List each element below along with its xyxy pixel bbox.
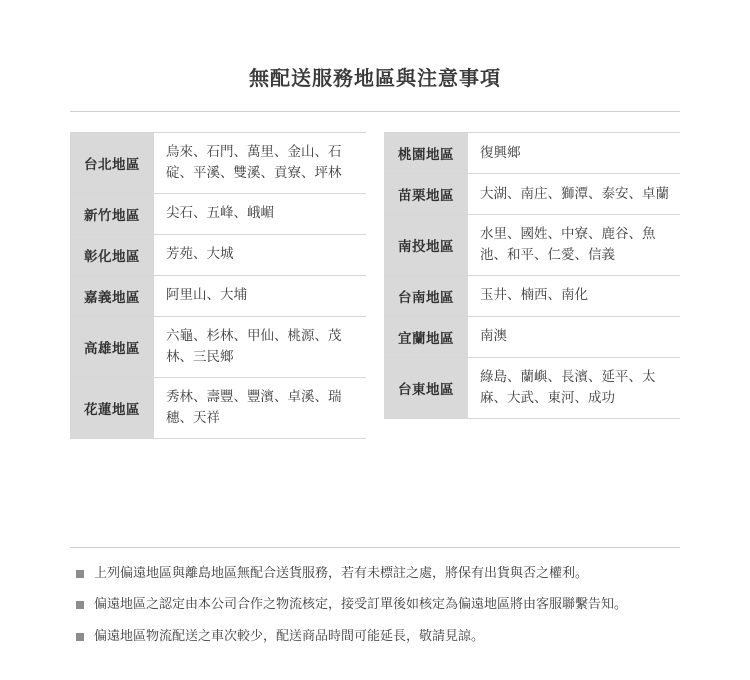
square-bullet-icon xyxy=(76,633,84,641)
region-areas: 大湖、南庄、獅潭、泰安、卓蘭 xyxy=(480,185,669,202)
region-label: 台南地區 xyxy=(384,276,468,316)
region-areas: 復興鄉 xyxy=(480,144,521,161)
note-text: 偏遠地區之認定由本公司合作之物流核定，接受訂單後如核定為偏遠地區將由客服聯繫告知。 xyxy=(94,597,628,613)
table-row xyxy=(384,174,680,215)
table-row xyxy=(70,235,366,276)
table-row xyxy=(384,215,680,276)
page-title: 無配送服務地區與注意事項 xyxy=(249,66,501,90)
region-areas: 阿里山、大埔 xyxy=(166,287,247,304)
region-label: 宜蘭地區 xyxy=(384,317,468,357)
table-row xyxy=(70,317,366,378)
region-label: 嘉義地區 xyxy=(70,276,154,316)
region-label: 彰化地區 xyxy=(70,235,154,275)
region-table xyxy=(70,132,680,439)
table-row xyxy=(70,276,366,317)
table-row xyxy=(70,378,366,439)
note-text: 偏遠地區物流配送之車次較少，配送商品時間可能延長，敬請見諒。 xyxy=(94,629,485,645)
note-item xyxy=(70,627,680,648)
region-label: 花蓮地區 xyxy=(70,378,154,438)
region-label: 台東地區 xyxy=(384,358,468,418)
region-label: 桃園地區 xyxy=(384,133,468,173)
table-row xyxy=(384,276,680,317)
region-areas: 秀林、壽豐、豐濱、卓溪、瑞穗、天祥 xyxy=(166,388,342,426)
square-bullet-icon xyxy=(76,601,84,609)
region-label: 新竹地區 xyxy=(70,194,154,234)
title-divider xyxy=(70,111,680,112)
notes-divider xyxy=(70,547,680,548)
region-table-left-column xyxy=(70,132,366,439)
table-row xyxy=(384,317,680,358)
region-areas: 南澳 xyxy=(480,328,507,345)
region-table-right-column xyxy=(384,132,680,419)
table-row xyxy=(70,194,366,235)
region-label: 苗栗地區 xyxy=(384,174,468,214)
region-areas: 六龜、杉林、甲仙、桃源、茂林、三民鄉 xyxy=(166,327,342,365)
notes-section xyxy=(70,547,680,648)
note-item xyxy=(70,595,680,616)
note-text: 上列偏遠地區與離島地區無配合送貨服務，若有未標註之處，將保有出貨與否之權利。 xyxy=(94,565,589,581)
note-item xyxy=(70,564,680,585)
region-areas: 綠島、蘭嶼、長濱、延平、太麻、大武、東河、成功 xyxy=(480,368,656,406)
table-row xyxy=(70,132,366,194)
region-label: 高雄地區 xyxy=(70,317,154,377)
table-row xyxy=(384,358,680,419)
region-label: 南投地區 xyxy=(384,215,468,275)
region-label: 台北地區 xyxy=(70,133,154,193)
region-areas: 烏來、石門、萬里、金山、石碇、平溪、雙溪、貢寮、坪林 xyxy=(166,144,342,181)
table-row xyxy=(384,132,680,174)
region-areas: 芳苑、大城 xyxy=(166,246,234,263)
region-areas: 水里、國姓、中寮、鹿谷、魚池、和平、仁愛、信義 xyxy=(480,226,656,263)
region-areas: 玉井、楠西、南化 xyxy=(480,287,588,304)
region-areas: 尖石、五峰、峨嵋 xyxy=(166,205,274,222)
square-bullet-icon xyxy=(76,570,84,578)
